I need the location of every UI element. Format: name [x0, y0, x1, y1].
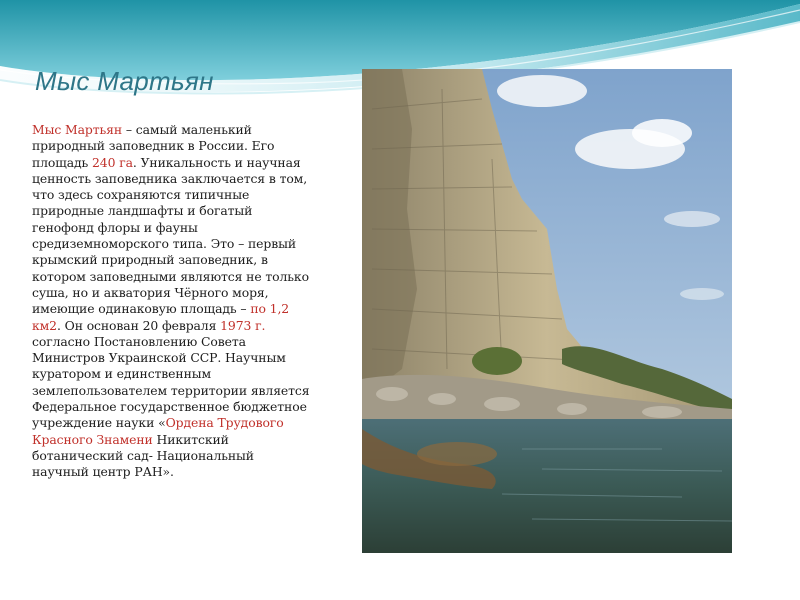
coastal-cliff-photo — [362, 69, 732, 553]
highlighted-text: Мыс Мартьян — [32, 122, 123, 137]
slide-title: Мыс Мартьян — [35, 66, 214, 96]
text-segment: Никитский ботанический сад- Национальный научный центр РАН». — [32, 431, 254, 480]
text-segment: . Он основан 20 февраля — [56, 317, 221, 333]
text-segment: – самый маленький природный заповедник в России. Его площадь — [32, 122, 275, 170]
text-segment: согласно Постановлению Совета Министров Украинской ССР. Научным куратором и единственным землепользователем территории является Федеральное государственное бюджетное учреждение науки « — [32, 333, 310, 431]
highlighted-text: по 1,2 км2 — [32, 301, 290, 333]
highlighted-text: 240 га — [92, 154, 133, 170]
highlighted-text: Ордена Трудового Красного Знамени — [32, 415, 284, 447]
highlighted-text: 1973 г. — [220, 317, 266, 333]
description-text — [32, 122, 310, 481]
text-segment: . Уникальность и научная ценность заповедника заключается в том, что здесь сохраняются типичные природные ландшафты и богатый генофонд флоры и фауны средиземноморского типа. Это – первый крымский природный заповедник, в котором заповедными являются не только суша, но и акватория Чёрного моря, имеющие одинаковую площадь – — [32, 154, 309, 317]
